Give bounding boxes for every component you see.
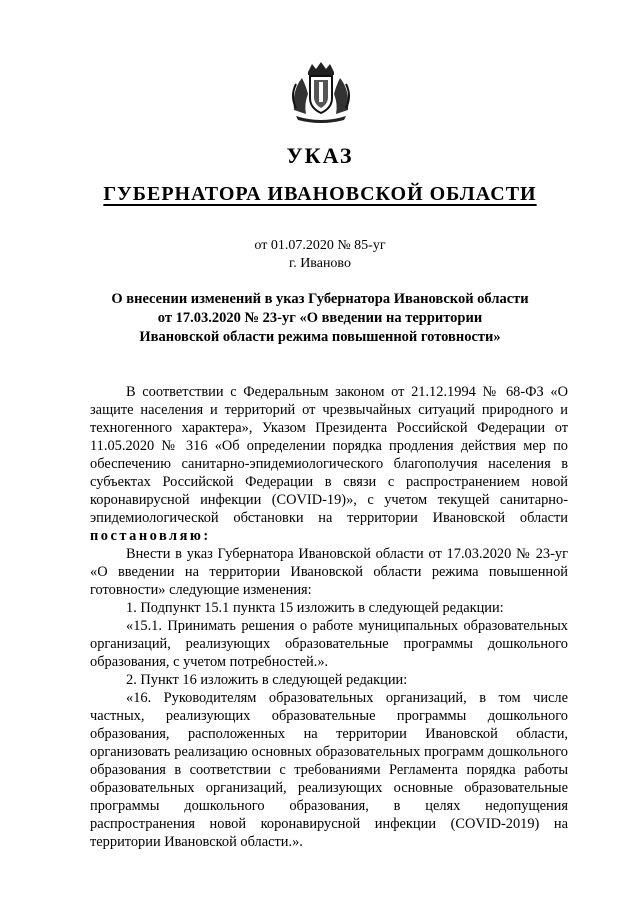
heading-line: от 17.03.2020 № 23-уг «О введении на территории — [157, 310, 483, 326]
body-paragraph: 2. Пункт 16 изложить в следующей редакции: — [126, 672, 408, 688]
document-title: УКАЗ — [286, 143, 354, 168]
body-paragraph: Внести в указ Губернатора Ивановской области от 17.03.2020 № 23-уг «О введении на территории Ивановской области режима повышенной готовности» следующие изменения: — [90, 546, 568, 598]
preamble-paragraph — [90, 383, 568, 545]
document-meta — [0, 237, 640, 273]
document-body — [90, 383, 568, 851]
body-paragraph: «15.1. Принимать решения о работе муниципальных образовательных организаций, реализующих образовательные программы дошкольного образования, с учетом потребностей.». — [90, 618, 568, 670]
date-line: от 01.07.2020 № 85-уг — [254, 238, 386, 253]
decree-heading — [80, 290, 560, 347]
decree-word: постановляю — [90, 528, 204, 544]
coat-of-arms-icon — [286, 60, 356, 124]
document-subtitle: ГУБЕРНАТОРА ИВАНОВСКОЙ ОБЛАСТИ — [103, 183, 537, 205]
body-paragraph: «16. Руководителям образовательных организаций, в том числе частных, реализующих образовательные программы дошкольного образования, расположенных на территории Ивановской области, организовать реализацию основных образовательных программ дошкольного образования в соответствии с требованиями Регламента порядка работы образовательных организаций, реализующих основные образовательные программы дошкольного образования, в целях недопущения распространения новой коронавирусной инфекции (COVID-2019) на территории Ивановской области.». — [90, 690, 568, 850]
city-line: г. Иваново — [289, 256, 351, 271]
heading-line: Ивановской области режима повышенной готовности» — [139, 329, 501, 345]
decree-colon: : — [203, 528, 209, 544]
heading-line: О внесении изменений в указ Губернатора Ивановской области — [111, 291, 529, 307]
preamble-text: В соответствии с Федеральным законом от 21.12.1994 № 68-ФЗ «О защите населения и территорий от чрезвычайных ситуаций природного и техногенного характера», Указом Президента Российской Федерации от 11.05.2020 № 316 «Об определении порядка продления действия мер по обеспечению санитарно-эпидемиологического благополучия населения в субъектах Российской Федерации в связи с распространением новой коронавирусной инфекции (COVID-19)», с учетом текущей санитарно-эпидемиологической обстановки на территории Ивановской области — [90, 384, 568, 526]
body-paragraph: 1. Подпункт 15.1 пункта 15 изложить в следующей редакции: — [126, 600, 504, 616]
